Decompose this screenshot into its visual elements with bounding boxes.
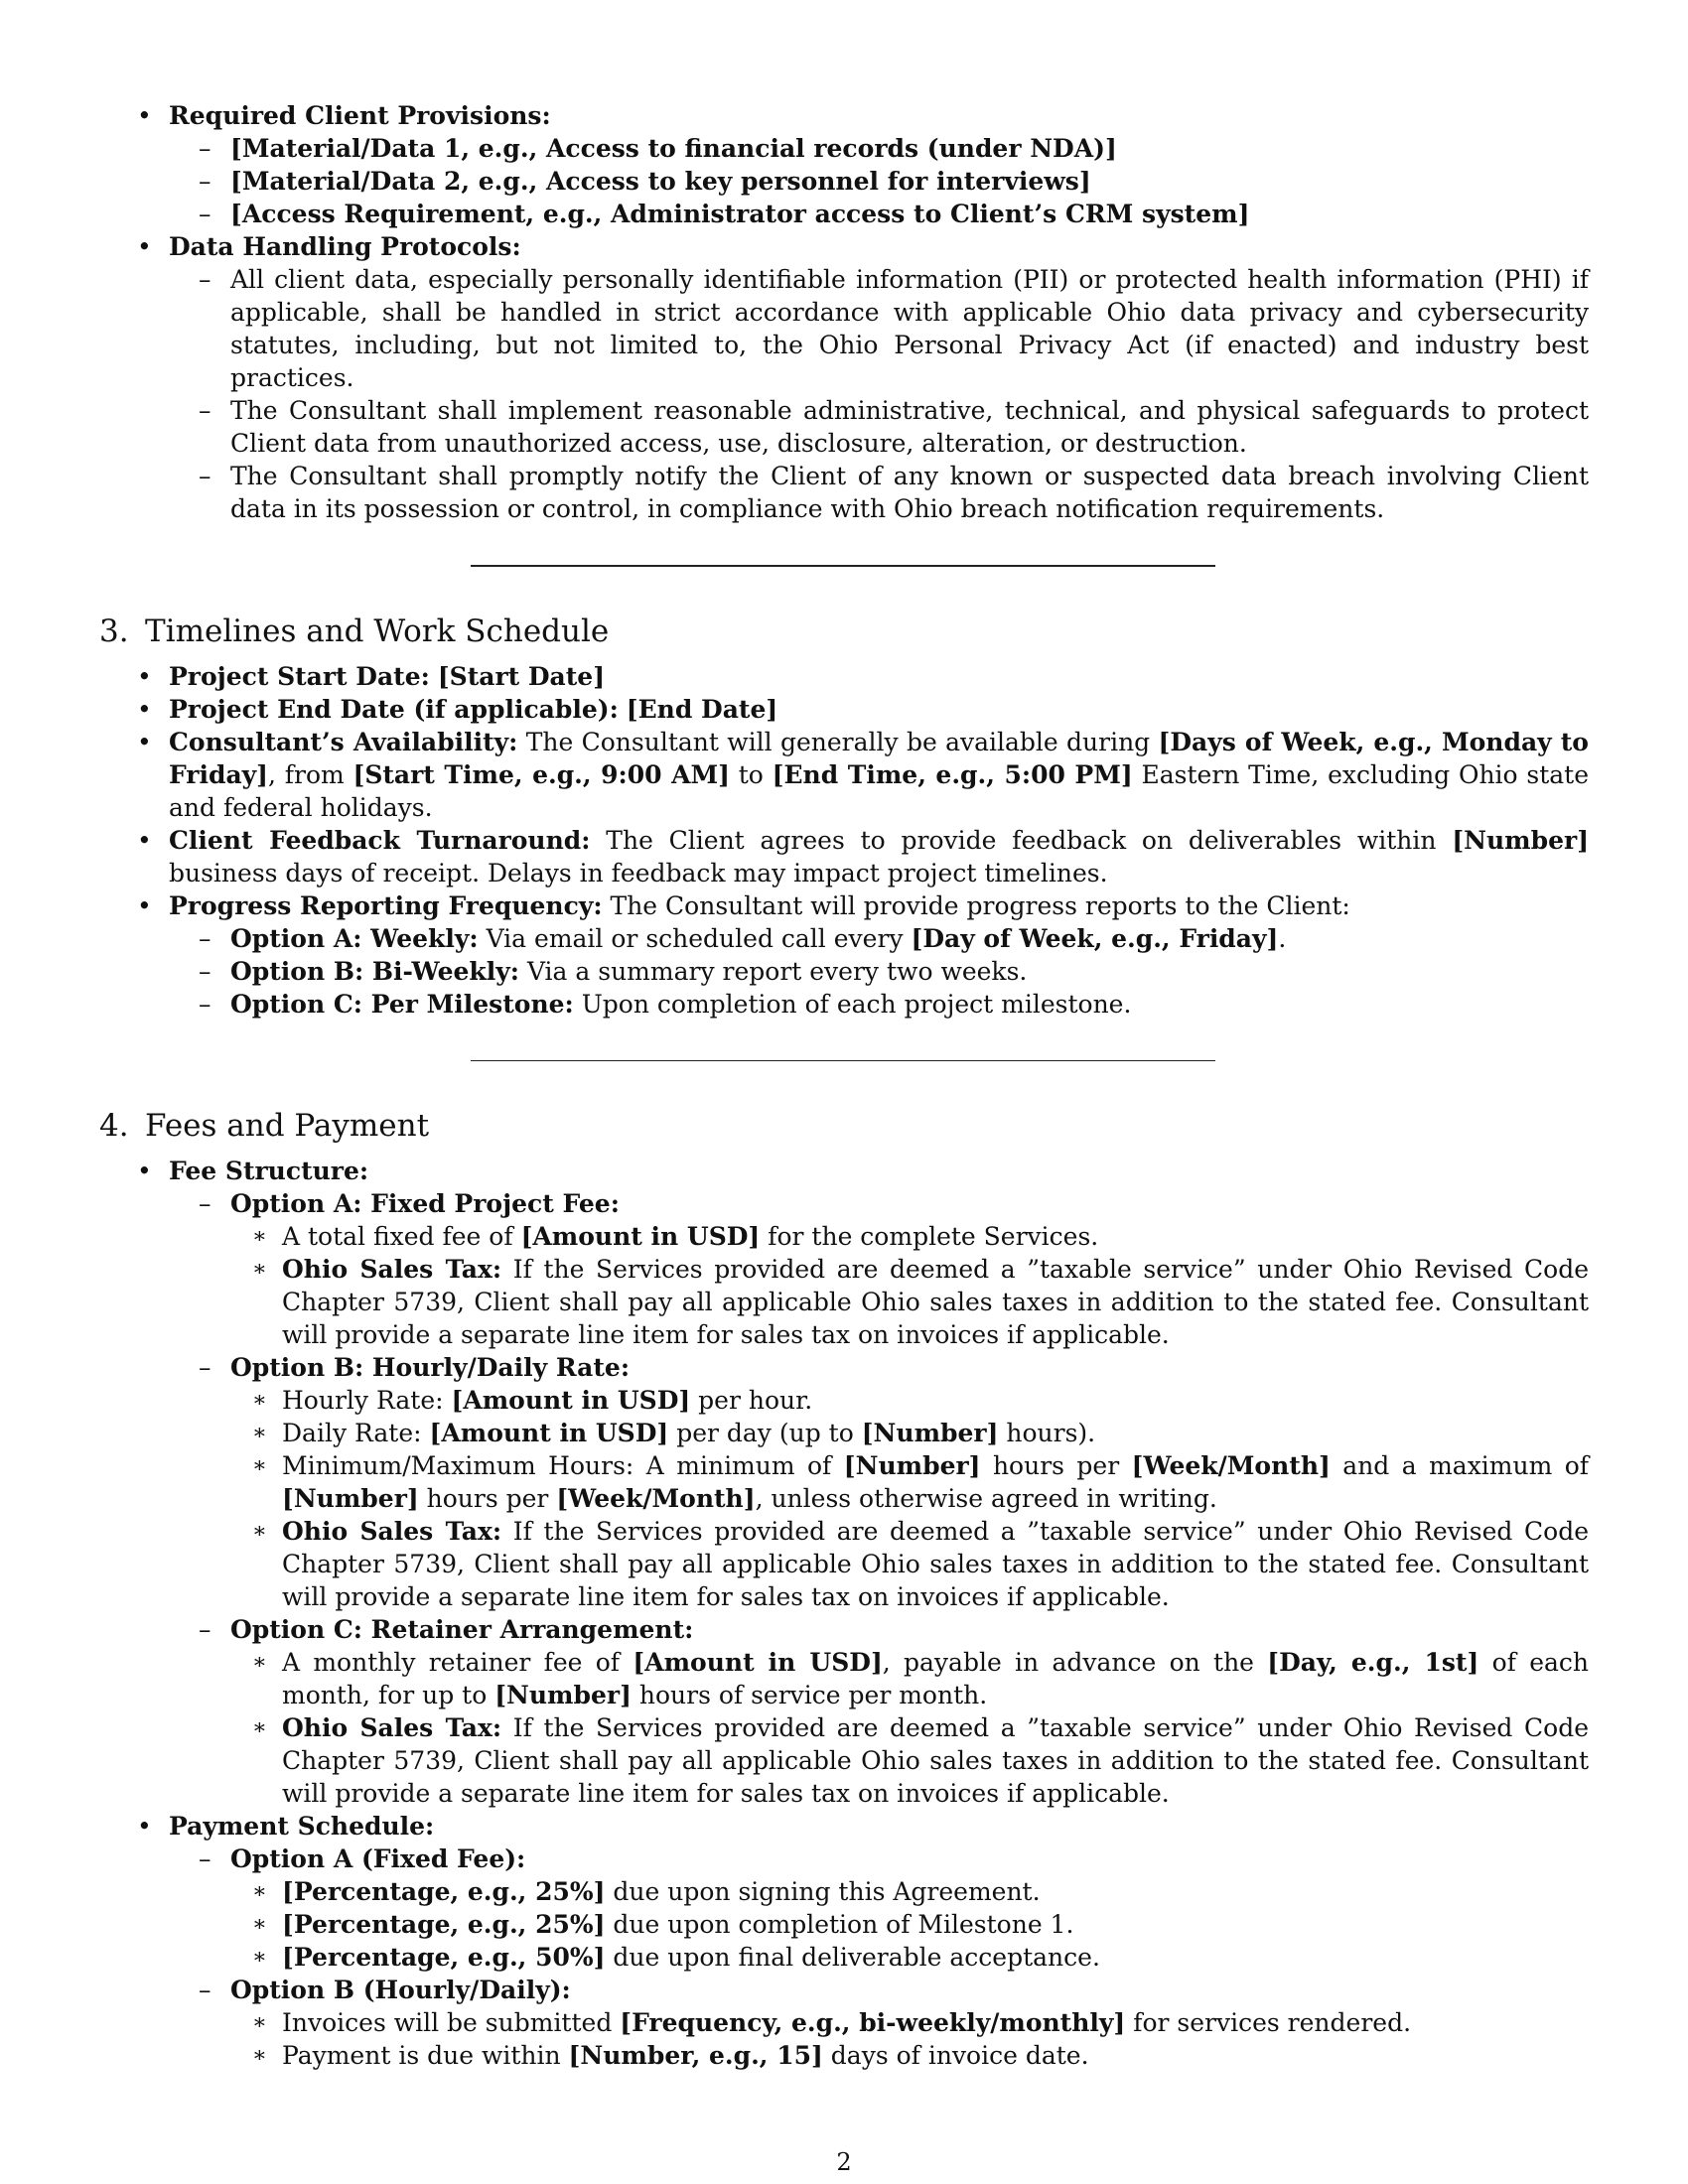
section-divider — [471, 565, 1215, 567]
section2-tail-list — [99, 99, 1589, 525]
section-3-heading: 3. Timelines and Work Schedule — [99, 614, 610, 649]
section-4-heading: 4. Fees and Payment — [99, 1108, 430, 1144]
data-handling-label: Data Handling Protocols: — [169, 232, 521, 261]
reporting-option-a: – Option A: Weekly: Via email or scheduled call every [Day of Week, e.g., Friday]. — [169, 922, 1589, 955]
payment-installment: ∗ [Percentage, e.g., 50%] due upon final deliverable acceptance. — [230, 1941, 1589, 1974]
fee-option-b: – Option B: Hourly/Daily Rate: ∗ Hourly Rate: [Amount in USD] per hour. ∗ Daily Rate: [Amount in USD] per day (up to [Number] hours). ∗ Minimum/Maximum Hours: A minimum of [Number] hours per [Week/Month] and a maximum of [Number] hours per [Week/Month], unless otherwise agreed in writing. ∗ Ohio Sales Tax: If the Services provided are deemed a ”taxable service” under Ohio Revised Code Chapter 5739, Client shall pay all applicable Ohio sales taxes in addition to the stated fee. Consultant will provide a separate line item for sales tax on invoices if applicable. — [169, 1351, 1589, 1613]
payment-schedule: • Payment Schedule: – Option A (Fixed Fee): ∗ [Percentage, e.g., 25%] due upon signing this Agreement. ∗ [Percentage, e.g., 25%] due upon completion of Milestone 1. ∗ [Percentage, e.g., 50%] due upon final deliverable acceptance. – Option B (Hourly/Daily): ∗ Invoices will be submitted [Frequency, e.g., bi-weekly/monthly] for services rendered. ∗ Payment is due within [Number, e.g., 15] days of invoice date. — [99, 1810, 1589, 2072]
document-page — [99, 99, 1589, 2072]
payment-option-a: – Option A (Fixed Fee): ∗ [Percentage, e.g., 25%] due upon signing this Agreement. ∗ [Percentage, e.g., 25%] due upon completion of Milestone 1. ∗ [Percentage, e.g., 50%] due upon final deliverable acceptance. — [169, 1843, 1589, 1974]
payment-installment: ∗ [Percentage, e.g., 25%] due upon completion of Milestone 1. — [230, 1908, 1589, 1941]
required-client-provisions — [99, 99, 1589, 230]
required-provisions-label: Required Client Provisions: — [169, 101, 551, 130]
daily-rate-item: ∗ Daily Rate: [Amount in USD] per day (up to [Number] hours). — [230, 1417, 1589, 1449]
data-handling-item: – The Consultant shall implement reasonable administrative, technical, and physical safeguards to protect Client data from unauthorized access, use, disclosure, alteration, or destruction. — [169, 394, 1589, 460]
data-handling-protocols — [99, 230, 1589, 525]
required-item: – [Access Requirement, e.g., Administrator access to Client’s CRM system] — [169, 198, 1589, 230]
section-3-list — [99, 660, 1589, 1021]
ohio-sales-tax-item: ∗ Ohio Sales Tax: If the Services provided are deemed a ”taxable service” under Ohio Revised Code Chapter 5739, Client shall pay all applicable Ohio sales taxes in addition to the stated fee. Consultant will provide a separate line item for sales tax on invoices if applicable. — [230, 1711, 1589, 1810]
data-handling-item: – The Consultant shall promptly notify the Client of any known or suspected data breach involving Client data in its possession or control, in compliance with Ohio breach notification requirements. — [169, 460, 1589, 525]
ohio-sales-tax-item: ∗ Ohio Sales Tax: If the Services provided are deemed a ”taxable service” under Ohio Revised Code Chapter 5739, Client shall pay all applicable Ohio sales taxes in addition to the stated fee. Consultant will provide a separate line item for sales tax on invoices if applicable. — [230, 1253, 1589, 1351]
ohio-sales-tax-item: ∗ Ohio Sales Tax: If the Services provided are deemed a ”taxable service” under Ohio Revised Code Chapter 5739, Client shall pay all applicable Ohio sales taxes in addition to the stated fee. Consultant will provide a separate line item for sales tax on invoices if applicable. — [230, 1515, 1589, 1613]
reporting-option-c: – Option C: Per Milestone: Upon completion of each project milestone. — [169, 988, 1589, 1021]
project-start-date: • Project Start Date: [Start Date] — [99, 660, 1589, 693]
fee-option-c: – Option C: Retainer Arrangement: ∗ A monthly retainer fee of [Amount in USD], payable in advance on the [Day, e.g., 1st] of each month, for up to [Number] hours of service per month. ∗ Ohio Sales Tax: If the Services provided are deemed a ”taxable service” under Ohio Revised Code Chapter 5739, Client shall pay all applicable Ohio sales taxes in addition to the stated fee. Consultant will provide a separate line item for sales tax on invoices if applicable. — [169, 1613, 1589, 1810]
section-4-list — [99, 1155, 1589, 2072]
progress-reporting-frequency: • Progress Reporting Frequency: The Consultant will provide progress reports to the Client: – Option A: Weekly: Via email or scheduled call every [Day of Week, e.g., Friday]. – Option B: Bi-Weekly: Via a summary report every two weeks. – Option C: Per Milestone: Upon completion of each project milestone. — [99, 889, 1589, 1021]
hourly-rate-item: ∗ Hourly Rate: [Amount in USD] per hour. — [230, 1384, 1589, 1417]
payment-installment: ∗ [Percentage, e.g., 25%] due upon signing this Agreement. — [230, 1875, 1589, 1908]
data-handling-item: – All client data, especially personally identifiable information (PII) or protected health information (PHI) if applicable, shall be handled in strict accordance with applicable Ohio data privacy and cybersecurity statutes, including, but not limited to, the Ohio Personal Privacy Act (if enacted) and industry best practices. — [169, 263, 1589, 394]
required-item: – [Material/Data 1, e.g., Access to financial records (under NDA)] — [169, 132, 1589, 165]
payment-option-b: – Option B (Hourly/Daily): ∗ Invoices will be submitted [Frequency, e.g., bi-weekly/monthly] for services rendered. ∗ Payment is due within [Number, e.g., 15] days of invoice date. — [169, 1974, 1589, 2072]
retainer-fee-item: ∗ A monthly retainer fee of [Amount in USD], payable in advance on the [Day, e.g., 1st] of each month, for up to [Number] hours of service per month. — [230, 1646, 1589, 1711]
section-3-title: Timelines and Work Schedule — [145, 614, 610, 649]
reporting-option-b: – Option B: Bi-Weekly: Via a summary report every two weeks. — [169, 955, 1589, 988]
fee-option-a: – Option A: Fixed Project Fee: ∗ A total fixed fee of [Amount in USD] for the complete Services. ∗ Ohio Sales Tax: If the Services provided are deemed a ”taxable service” under Ohio Revised Code Chapter 5739, Client shall pay all applicable Ohio sales taxes in addition to the stated fee. Consultant will provide a separate line item for sales tax on invoices if applicable. — [169, 1187, 1589, 1351]
section-4-title: Fees and Payment — [145, 1108, 430, 1144]
payment-due-item: ∗ Payment is due within [Number, e.g., 15] days of invoice date. — [230, 2039, 1589, 2072]
client-feedback-turnaround: • Client Feedback Turnaround: The Client agrees to provide feedback on deliverables within [Number] business days of receipt. Delays in feedback may impact project timelines. — [99, 824, 1589, 889]
section-divider — [471, 1060, 1215, 1061]
fixed-fee-item: ∗ A total fixed fee of [Amount in USD] for the complete Services. — [230, 1220, 1589, 1253]
page-number: 2 — [836, 2148, 852, 2176]
fee-structure: • Fee Structure: – Option A: Fixed Project Fee: ∗ A total fixed fee of [Amount in USD] for the complete Services. ∗ Ohio Sales Tax: If the Services provided are deemed a ”taxable service” under Ohio Revised Code Chapter 5739, Client shall pay all applicable Ohio sales taxes in addition to the stated fee. Consultant will provide a separate line item for sales tax on invoices if applicable. – Option B: Hourly/Daily Rate: ∗ Hourly Rate: [Amount in USD] per hour. ∗ Daily Rate: [Amount in USD] per day (up to [Number] hours). ∗ Minimum/Maximum Hours: A minimum of [Number] hours per [Week/Month] and a maximum of [Number] hours per [Week/Month], unless otherwise agreed in writing. ∗ Ohio Sales Tax: If the Services provided are deemed a ”taxable service” under Ohio Revised Code Chapter 5739, Client shall pay all applicable Ohio sales taxes in addition to the stated fee. Consultant will provide a separate line item for sales tax on invoices if applicable. – Option C: Retainer Arrangement: ∗ A monthly retainer fee of [Amount in USD], payable in advance on the [Day, e.g., 1st] of each month, for up to [Number] hours of service per month. ∗ Ohio Sales Tax: If the Services provided are deemed a ”taxable service” under Ohio Revised Code Chapter 5739, Client shall pay all applicable Ohio sales taxes in addition to the stated fee. Consultant will provide a separate line item for sales tax on invoices if applicable. — [99, 1155, 1589, 1810]
consultant-availability: • Consultant’s Availability: The Consultant will generally be available during [Days of Week, e.g., Monday to Friday], from [Start Time, e.g., 9:00 AM] to [End Time, e.g., 5:00 PM] Eastern Time, excluding Ohio state and federal holidays. — [99, 726, 1589, 824]
project-end-date: • Project End Date (if applicable): [End Date] — [99, 693, 1589, 726]
min-max-hours-item: ∗ Minimum/Maximum Hours: A minimum of [Number] hours per [Week/Month] and a maximum of [Number] hours per [Week/Month], unless otherwise agreed in writing. — [230, 1449, 1589, 1515]
invoice-frequency-item: ∗ Invoices will be submitted [Frequency, e.g., bi-weekly/monthly] for services rendered. — [230, 2006, 1589, 2039]
required-item: – [Material/Data 2, e.g., Access to key personnel for interviews] — [169, 165, 1589, 198]
